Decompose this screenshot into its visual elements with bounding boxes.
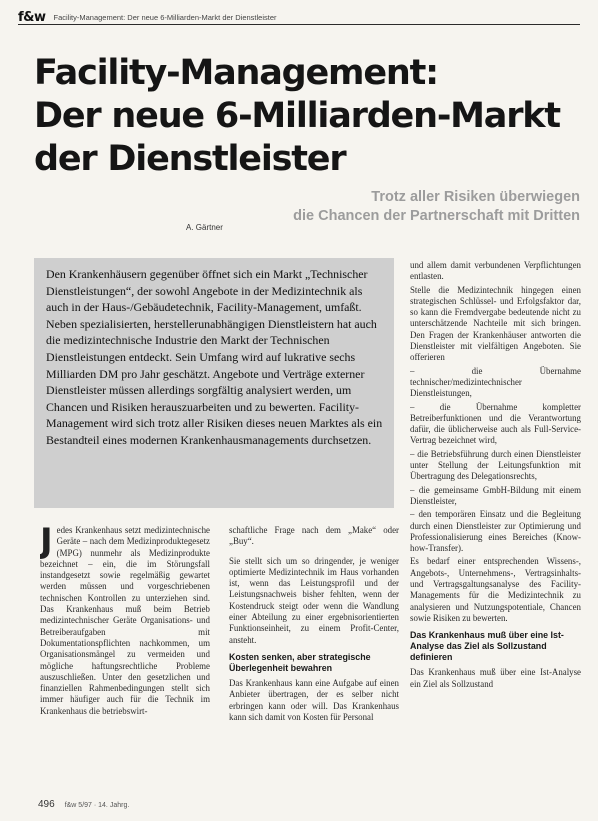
list-item: – den temporären Einsatz und die Begleitung durch einen Dienstleister zur Optimierung und Professionalisierung eines Bereiches (Know-how-Transfer). (410, 509, 581, 554)
paragraph: Das Krankenhaus muß über eine Ist-Analyse ein Ziel als Sollzustand (410, 667, 581, 689)
subtitle-line-2: die Chancen der Partnerschaft mit Dritten (293, 208, 580, 224)
paragraph: und allem damit verbundenen Verpflichtungen entlasten. (410, 260, 581, 282)
issue-info: f&w 5/97 · 14. Jahrg. (64, 802, 130, 809)
drop-cap: J (40, 525, 53, 561)
list-item: – die Betriebsführung durch einen Dienstleister unter Stellung der Leitungsfunktion mit Übertragung des Delegationsrechts, (410, 448, 581, 482)
author-name: A. Gärtner (186, 223, 223, 232)
page-number: 496 (38, 799, 55, 810)
title-line-1: Facility-Management: (34, 53, 438, 93)
article-subtitle (293, 188, 580, 226)
title-line-3: der Dienstleister (34, 139, 346, 179)
list-item: – die Übernahme technischer/medizintechnischer Dienstleistungen, (410, 365, 581, 399)
article-title (34, 52, 579, 181)
page-footer (38, 799, 129, 810)
section-subhead: Das Krankenhaus muß über eine Ist-Analyse das Ziel als Sollzustand definieren (410, 630, 564, 663)
list-item: – die Übernahme kompletter Betreiberfunktionen und die Verantwortung dafür, die üblicherweise auch als Full-Service-Vertrag bezeichnet wird, (410, 401, 581, 446)
column-middle (229, 525, 399, 800)
list-item: – die gemeinsame GmbH-Bildung mit einem Dienstleister, (410, 484, 581, 506)
section-subhead: Kosten senken, aber strategische Überlegenheit bewahren (229, 651, 371, 673)
header-bar (18, 10, 580, 25)
lead-box (34, 258, 394, 508)
magazine-logo: f&w (18, 9, 46, 25)
column-right (410, 260, 581, 818)
paragraph: Stelle die Medizintechnik hingegen einen strategischen Schlüssel- und Erfolgsfaktor dar, so kann die Fremdvergabe bedeutende nicht zu unterschätzende Nachteile mit sich bringen. Den Fragen der Krankenhäuser antworten die Dienstleister mit vielfältigen Angeboten. Sie offerieren (410, 284, 581, 363)
subtitle-line-1: Trotz aller Risiken überwiegen (371, 189, 580, 205)
running-head: Facility-Management: Der neue 6-Milliarden-Markt der Dienstleister (53, 12, 277, 22)
paragraph: Das Krankenhaus kann eine Aufgabe auf einen Anbieter übertragen, der es selber nicht erbringen kann oder will. Das Krankenhaus kann sich damit von Kosten für Personal (229, 677, 399, 722)
paragraph: edes Krankenhaus setzt medizintechnische Geräte – nach dem Medizinproduktegesetz (MPG) nunmehr als Medizinprodukte bezeichnet – ein, die im Störungsfall instandgesetzt sowie regelmäßig gewartet werden müssen und vorgeschriebenen technischen Kontrollen zu unterziehen sind. Das Krankenhaus muß beim Betrieb medizintechnischer Geräte Organisations- und Betreiberaufgaben mit Dokumentationspflichten nachkommen, um Organisationsmängel zu vermeiden und mögliche haftungsrechtliche Probleme auszuschließen. Unter den gesetzlichen und finanziellen Rahmenbedingungen stellt sich immer häufiger auch für die Technik im Krankenhaus die betriebswirt- (40, 525, 210, 716)
column-left (40, 525, 210, 785)
paragraph: schaftliche Frage nach dem „Make“ oder „Buy“. (229, 525, 399, 547)
title-line-2: Der neue 6-Milliarden-Markt (34, 96, 560, 136)
paragraph: Es bedarf einer entsprechenden Wissens-, Angebots-, Unternehmens-, Vertragsinhalts- und Vertragsgaltungsanalyse des Facility-Managements für die Medizintechnik zu analysieren und Nutzungspotentiale, Chancen sowie Risiken zu bewerten. (410, 556, 581, 623)
lead-paragraph: Den Krankenhäusern gegenüber öffnet sich ein Markt „Technischer Dienstleistungen“, der sowohl Angebote in der Medizintechnik als auch in der Haus-/Gebäudetechnik, Facility-Management, umfaßt. Neben spezialisierten, herstellerunabhängigen Dienstleistern hat auch die medizintechnische Industrie den Markt der Technischen Dienstleistungen entdeckt. Sein Umfang wird auf lukrative sechs Milliarden DM pro Jahr geschätzt. Angebote und Verträge externer Dienstleister müssen allerdings sorgfältig analysiert werden, um Chancen und Risiken herauszuarbeiten und zu bewerten. Facility-Management wird sich trotz aller Risiken dieses neuen Marktes als ein Bestandteil eines modernen Krankenhausmanagements durchsetzen. (46, 267, 383, 447)
paragraph: Sie stellt sich um so dringender, je weniger optimierte Medizintechnik im Haus vorhanden ist, wenn das Leistungsprofil und der Leistungsnachweis bisher fehlten, wenn der Kostendruck steigt oder wenn die Wandlung einer Abteilung zu einer ergebnisorientierten Funktionseinheit, zu einem Profit-Center, ansteht. (229, 555, 399, 645)
